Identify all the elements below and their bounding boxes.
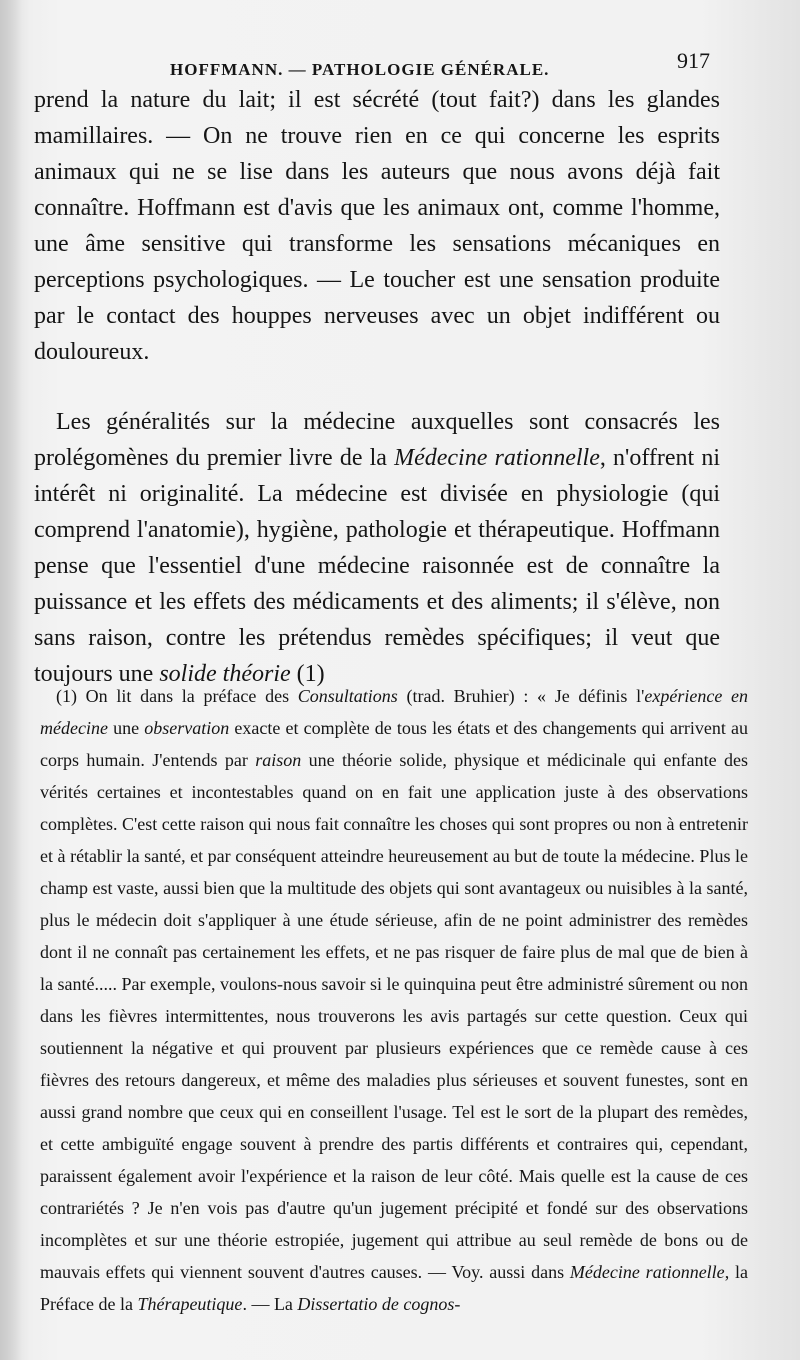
fn-text-9: une théorie solide, physique et médicinale qui enfante des vérités certaines et incontestables quand on en fait une application juste à des observations complètes. C'est cette raison qui nous fait connaître les choses qui sont propres ou non à entretenir et à rétablir la santé, et par conséquent atteindre heureusement au but de toute la médecine. Plus le champ est vaste, aussi bien que la multitude des objets qui sont avantageux ou nuisibles à la santé, plus le médecin doit s'appliquer à une étude sérieuse, afin de ne point administrer des remèdes dont il ne connaît pas certainement les effets, et ne pas risquer de faire plus de mal que de bien à la santé..... Par exemple, voulons-nous savoir si le quinquina peut être administré sûrement ou non dans les fièvres intermittentes, nous trouverons les avis partagés sur cette question. Ceux qui soutiennent la négative et qui prouvent par plusieurs expériences que ce remède cause à ces fièvres des retours dangereux, et même des maladies plus sérieuses et souvent funestes, sont en aussi grand nombre que ceux qui en conseillent l'usage. Tel est le sort de la plupart des remèdes, et cette ambiguïté engage souvent à prendre des partis différents et contraires qui, cependant, paraissent également avoir l'expérience et la raison de leur côté. Mais quelle est la cause de ces contrariétés ? Je n'en vois pas d'autre qu'un jugement précipité et fondé sur des observations incomplètes et sur une théorie estropiée, jugement qui attribue au seul remède de bons ou de mauvais effets qui viennent souvent d'autres causes. — Voy. aussi dans bbox=[40, 750, 748, 1282]
fn-text-7: exacte et complète de tous les états et des changements qui arrivent au corps humain. J'entends par bbox=[40, 718, 748, 770]
main-text bbox=[34, 82, 720, 692]
paragraph-1: prend la nature du lait; il est sécrété (tout fait?) dans les glandes mamillaires. — On ne trouve rien en ce qui concerne les esprits animaux qui ne se lise dans les auteurs que nous avons déjà fait connaître. Hoffmann est d'avis que les animaux ont, comme l'homme, une âme sensitive qui transforme les sensations mécaniques en perceptions psychologiques. — Le toucher est une sensation produite par le contact des houppes nerveuses avec un objet indifférent ou douloureux. bbox=[34, 87, 720, 365]
fn-italic-consultations: Consultations bbox=[297, 686, 398, 706]
gutter-shadow bbox=[0, 0, 22, 1360]
fn-italic-therapeutique: Thérapeutique bbox=[137, 1294, 243, 1314]
fn-italic-experience: expérience en médecine bbox=[40, 686, 749, 738]
book-title-italic: Médecine rationnelle bbox=[394, 445, 600, 471]
running-head: HOFFMANN. — PATHOLOGIE GÉNÉRALE. bbox=[170, 60, 550, 79]
footnote-1 bbox=[40, 680, 748, 1320]
fn-text-1: (1) On lit dans la préface des bbox=[56, 686, 298, 706]
fn-italic-medecine: Médecine rationnelle bbox=[569, 1262, 725, 1282]
page-header bbox=[160, 48, 710, 84]
fn-italic-dissertatio: Dissertatio de cognos- bbox=[297, 1294, 461, 1314]
fn-text-3: (trad. Bruhier) : « Je définis l' bbox=[397, 686, 645, 706]
fn-text-11: , la Préface de la bbox=[40, 1262, 748, 1314]
paragraph-2-text-c: , n'offrent ni intérêt ni originalité. La médecine est divisée en physiologie (qui comprend l'anatomie), hygiène, pathologie et thérapeutique. Hoffmann pense que l'essentiel d'une médecine raisonnée est de connaître la puissance et les effets des médicaments et des aliments; il s'élève, non sans raison, contre les prétendus remèdes spécifiques; il veut que toujours une bbox=[34, 445, 721, 687]
footnote-block bbox=[40, 680, 748, 1320]
fn-text-5: une bbox=[107, 718, 145, 738]
fn-italic-observation: observation bbox=[144, 718, 230, 738]
fn-text-13: . — La bbox=[242, 1294, 298, 1314]
solide-theorie-italic: solide théorie bbox=[159, 661, 291, 687]
paragraph-2-text-a: Les généralités sur la médecine auxquelles sont consacrés les prolégomènes du premier livre de la bbox=[34, 409, 720, 471]
footnote-reference: (1) bbox=[290, 661, 325, 687]
paragraph-2 bbox=[34, 404, 720, 692]
fn-italic-raison: raison bbox=[255, 750, 302, 770]
page-number: 917 bbox=[677, 48, 710, 73]
